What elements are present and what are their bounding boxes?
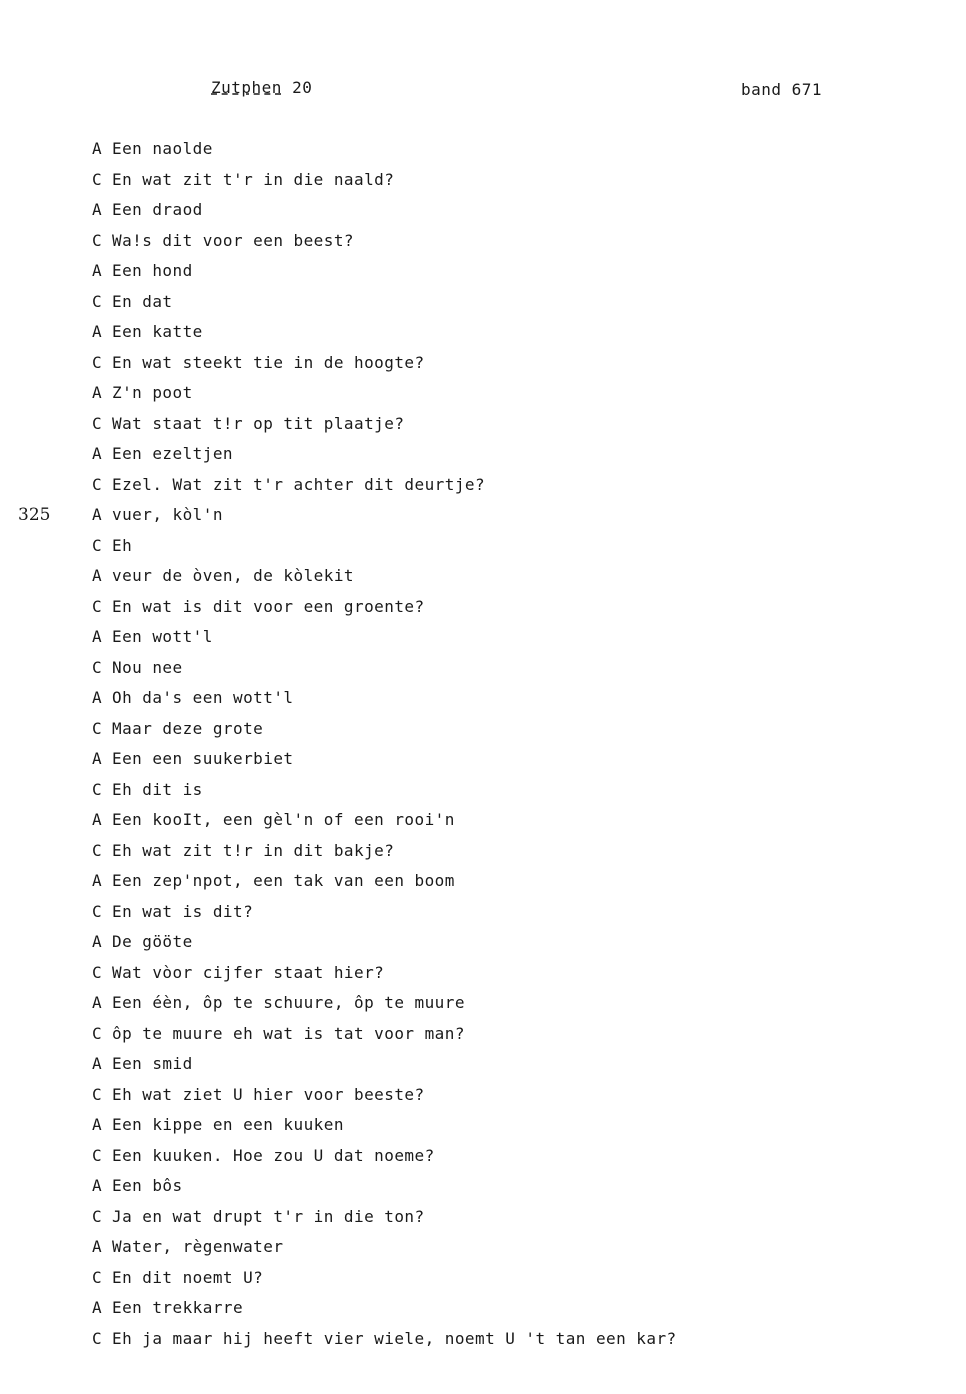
speaker-label: C xyxy=(92,1206,103,1226)
speaker-label: A xyxy=(92,444,103,463)
speaker-label: A xyxy=(92,1054,103,1073)
dialogue-line xyxy=(92,138,952,169)
dialogue-line xyxy=(92,291,952,322)
speaker-label: C xyxy=(92,1328,103,1348)
utterance-text: Wat vòor cijfer staat hier? xyxy=(112,962,385,982)
dialogue-line xyxy=(92,596,952,627)
utterance-text: Nou nee xyxy=(112,657,183,677)
utterance-text: vuer, kòl'n xyxy=(112,505,223,524)
dialogue-line xyxy=(92,1175,952,1206)
speaker-label: C xyxy=(92,352,103,372)
dialogue-line xyxy=(92,779,952,810)
dialogue-line xyxy=(92,504,952,535)
dialogue-line xyxy=(92,718,952,749)
speaker-label: C xyxy=(92,1084,103,1104)
utterance-text: En dit noemt U? xyxy=(112,1267,264,1287)
utterance-text: Een bôs xyxy=(112,1176,183,1195)
dialogue-line xyxy=(92,1206,952,1237)
utterance-text: Een draod xyxy=(112,200,203,219)
speaker-label: C xyxy=(92,1145,103,1165)
dialogue-line xyxy=(92,962,952,993)
dialogue-line xyxy=(92,474,952,505)
band-number: band 671 xyxy=(741,80,823,99)
dialogue-line xyxy=(92,382,952,413)
utterance-text: Een een suukerbiet xyxy=(112,749,294,768)
speaker-label: A xyxy=(92,1298,103,1317)
utterance-text: Een wott'l xyxy=(112,627,213,646)
dialogue-line xyxy=(92,870,952,901)
speaker-label: C xyxy=(92,596,103,616)
dialogue-line xyxy=(92,626,952,657)
dialogue-line xyxy=(92,901,952,932)
utterance-text: En dat xyxy=(112,291,173,311)
dialogue-line xyxy=(92,535,952,566)
speaker-label: A xyxy=(92,200,103,219)
header-place: Zutphen xyxy=(211,78,282,97)
utterance-text: Z'n poot xyxy=(112,383,193,402)
speaker-label: A xyxy=(92,1115,103,1134)
dialogue-line xyxy=(92,260,952,291)
speaker-label: A xyxy=(92,139,103,158)
dialogue-line xyxy=(92,1114,952,1145)
speaker-label: C xyxy=(92,230,103,250)
margin-counter: 325 xyxy=(18,505,51,525)
utterance-text: Een smid xyxy=(112,1054,193,1073)
dialogue-line xyxy=(92,352,952,383)
utterance-text: ôp te muure eh wat is tat voor man? xyxy=(112,1023,465,1043)
utterance-text: En wat steekt tie in de hoogte? xyxy=(112,352,425,372)
speaker-label: A xyxy=(92,749,103,768)
dialogue-line xyxy=(92,809,952,840)
dialogue-line xyxy=(92,1084,952,1115)
dialogue-line xyxy=(92,443,952,474)
dialogue-line xyxy=(92,840,952,871)
dialogue-line xyxy=(92,199,952,230)
speaker-label: C xyxy=(92,779,103,799)
speaker-label: A xyxy=(92,810,103,829)
speaker-label: C xyxy=(92,474,103,494)
speaker-label: C xyxy=(92,1023,103,1043)
dialogue-line xyxy=(92,1145,952,1176)
utterance-text: Een naolde xyxy=(112,139,213,158)
dialogue-line xyxy=(92,1236,952,1267)
dialogue-line xyxy=(92,230,952,261)
utterance-text: Een kippe en een kuuken xyxy=(112,1115,344,1134)
utterance-text: En wat zit t'r in die naald? xyxy=(112,169,395,189)
dialogue-line xyxy=(92,748,952,779)
speaker-label: C xyxy=(92,291,103,311)
speaker-label: A xyxy=(92,993,103,1012)
speaker-label: A xyxy=(92,505,103,524)
utterance-text: En wat is dit? xyxy=(112,901,254,921)
dialogue-line xyxy=(92,1267,952,1298)
utterance-text: Een zep'npot, een tak van een boom xyxy=(112,871,455,890)
speaker-label: C xyxy=(92,535,103,555)
speaker-label: A xyxy=(92,1237,103,1256)
utterance-text: Een ezeltjen xyxy=(112,444,233,463)
speaker-label: A xyxy=(92,261,103,280)
dialogue-line xyxy=(92,1328,952,1359)
dialogue-line xyxy=(92,1023,952,1054)
utterance-text: Water, règenwater xyxy=(112,1237,284,1256)
speaker-label: C xyxy=(92,657,103,677)
utterance-text: Wat staat t!r op tit plaatje? xyxy=(112,413,405,433)
speaker-label: A xyxy=(92,566,103,585)
speaker-label: C xyxy=(92,169,103,189)
utterance-text: Wa!s dit voor een beest? xyxy=(112,230,354,250)
speaker-label: C xyxy=(92,840,103,860)
utterance-text: Eh ja maar hij heeft vier wiele, noemt U 't tan een kar? xyxy=(112,1328,677,1348)
utterance-text: Ja en wat drupt t'r in die ton? xyxy=(112,1206,425,1226)
speaker-label: C xyxy=(92,962,103,982)
speaker-label: A xyxy=(92,383,103,402)
utterance-text: Maar deze grote xyxy=(112,718,264,738)
speaker-label: A xyxy=(92,1176,103,1195)
dialogue-line xyxy=(92,687,952,718)
speaker-label: A xyxy=(92,932,103,951)
utterance-text: Een trekkarre xyxy=(112,1298,244,1317)
dialogue-line xyxy=(92,657,952,688)
speaker-label: A xyxy=(92,322,103,341)
utterance-text: Ezel. Wat zit t'r achter dit deurtje? xyxy=(112,474,486,494)
speaker-label: C xyxy=(92,901,103,921)
speaker-label: A xyxy=(92,627,103,646)
utterance-text: En wat is dit voor een groente? xyxy=(112,596,425,616)
speaker-label: C xyxy=(92,718,103,738)
utterance-text: Een éèn, ôp te schuure, ôp te muure xyxy=(112,993,465,1012)
utterance-text: Eh wat zit t!r in dit bakje? xyxy=(112,840,395,860)
speaker-label: A xyxy=(92,688,103,707)
utterance-text: Een kooIt, een gèl'n of een rooi'n xyxy=(112,810,455,829)
dialogue-line xyxy=(92,169,952,200)
header-number: 20 xyxy=(292,78,313,97)
dialogue-line xyxy=(92,931,952,962)
speaker-label: C xyxy=(92,1267,103,1287)
dialogue-line xyxy=(92,413,952,444)
dialogue-line xyxy=(92,1053,952,1084)
utterance-text: Eh wat ziet U hier voor beeste? xyxy=(112,1084,425,1104)
utterance-text: Oh da's een wott'l xyxy=(112,688,294,707)
dialogue-lines xyxy=(92,138,952,1358)
utterance-text: De gööte xyxy=(112,932,193,951)
utterance-text: Een katte xyxy=(112,322,203,341)
utterance-text: Een hond xyxy=(112,261,193,280)
utterance-text: Een kuuken. Hoe zou U dat noeme? xyxy=(112,1145,435,1165)
utterance-text: Eh xyxy=(112,535,133,555)
page-header-title xyxy=(211,78,312,97)
dialogue-line xyxy=(92,1297,952,1328)
dialogue-line xyxy=(92,565,952,596)
utterance-text: Eh dit is xyxy=(112,779,203,799)
speaker-label: C xyxy=(92,413,103,433)
utterance-text: veur de òven, de kòlekit xyxy=(112,566,354,585)
dialogue-line xyxy=(92,992,952,1023)
speaker-label: A xyxy=(92,871,103,890)
dialogue-line xyxy=(92,321,952,352)
